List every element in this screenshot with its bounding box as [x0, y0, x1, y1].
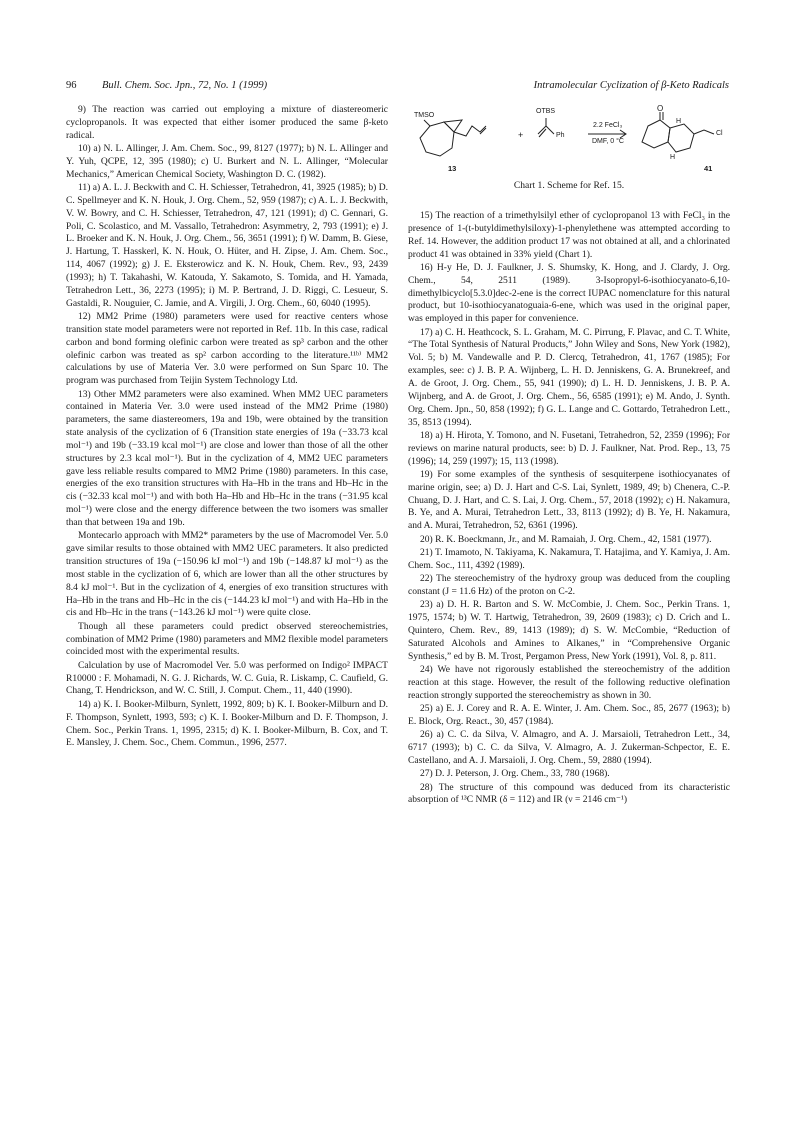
- plus-sign: +: [518, 130, 524, 140]
- chart-1-scheme: [408, 104, 730, 208]
- note-22: 22) The stereochemistry of the hydroxy group was deduced from the coupling constant (J = 11.6 Hz) of the proton on C-2.: [408, 573, 730, 597]
- note-13-summary: Though all these parameters could predict observed stereochemistries, combination of MM2 Prime (1980) parameters and MM2 flexible model parameters coincided most with the experimental results.: [66, 620, 388, 658]
- note-12: 12) MM2 Prime (1980) parameters were used for reactive centers whose transition state model parameters were not reported in Ref. 11b. In this case, radical carbon and bond forming olefinic carbon were treated as sp³ carbon and the other olefinic carbon was treated as sp² carbon according to the literature.¹¹ᵇ⁾ MM2 calculations by use of Materia Ver. 3.0 were performed on Sun Sparc 10. The program was purchased from Teijin System Technology Ltd.: [66, 311, 388, 387]
- journal-citation: Bull. Chem. Soc. Jpn., 72, No. 1 (1999): [102, 80, 268, 91]
- note-26: 26) a) C. C. da Silva, V. Almagro, and A. J. Marsaioli, Tetrahedron Lett., 34, 6717 (1993); b) C. C. da Silva, V. Almagro, A. J. Zukerman-Schpector, E. E. Castellano, and A. J. Marsaioli, J. Org. Chem., 59, 2880 (1994).: [408, 729, 730, 766]
- note-17: 17) a) C. H. Heathcock, S. L. Graham, M. C. Pirrung, F. Plavac, and C. T. White, “The Total Synthesis of Natural Products,” John Wiley and Sons, New York (1982), Vol. 5; b) M. Vandewalle and P. D. Clercq, Tetrahedron, 41, 1767 (1985); For examples, see: c) J. B. P. A. Wijnberg, L. H. D. Jenniskens, G. A. Brunekreef, and A. de Groot, J. Org. Chem., 55, 941 (1990); d) L. H. D. Jenniskens, J. B. P. A. Wijnberg, and A. de Groot, J. Org. Chem., 56, 6585 (1991); e) M. Ando, J. Synth. Org. Chem. Jpn., 50, 858 (1992); f) G. L. Lange and C. Gottardo, Tetrahedron Lett., 35, 8513 (1994).: [408, 326, 730, 428]
- running-title: Intramolecular Cyclization of β-Keto Radicals: [533, 80, 729, 91]
- note-14: 14) a) K. I. Booker-Milburn, Synlett, 1992, 809; b) K. I. Booker-Milburn and D. F. Thompson, Synlett, 1993, 593; c) K. I. Booker-Milburn and D. F. Thompson, J. Chem. Soc., Perkin Trans. 1, 1995, 2315; d) K. I. Booker-Milburn, B. Cox, and T. E. Mansley, J. Chem. Soc., Chem. Commun., 1996, 2577.: [66, 698, 388, 749]
- h-bottom-label: H: [670, 154, 676, 161]
- reagent-fecl3: 2.2 FeCl₃: [593, 122, 623, 129]
- otbs-label: OTBS: [536, 108, 556, 115]
- note-11: 11) a) A. L. J. Beckwith and C. H. Schiesser, Tetrahedron, 41, 3925 (1985); b) D. C. Spellmeyer and K. N. Houk, J. Org. Chem., 52, 959 (1987); c) A. L. J. Beckwith, V. W. Bowry, and C. H. Schiesser, Tetrahedron, 47, 121 (1991); d) C. Gennari, G. Poli, C. Scolastico, and M. Vassallo, Tetrahedron: Asymmetry, 2, 793 (1991); e) J. L. Broeker and K. N. Houk, J. Org. Chem., 56, 3651 (1991); f) W. Damm, B. Giese, J. Hartung, T. Hasskerl, K. N. Houk, O. Hüter, and H. Zipse, J. Am. Chem. Soc., 114, 4067 (1992); g) J. E. Eksterowicz and K. N. Houk, Chem. Rev., 93, 2439 (1993); h) T. Takahashi, W. Katouda, Y. Sakamoto, S. Tomida, and H. Yamada, Tetrahedron Lett., 36, 2273 (1995); i) M. P. Bertrand, J. D. Riggi, C. Lesueur, S. Gastaldi, R. Nouguier, C. Jamie, and A. Virgili, J. Org. Chem., 60, 6040 (1995).: [66, 182, 388, 309]
- cyclopentanone-ring: [642, 120, 670, 148]
- note-28: 28) The structure of this compound was deduced from its characteristic absorption of ¹³C NMR (δ = 112) and IR (ν = 2146 cm⁻¹): [408, 781, 730, 806]
- note-24: 24) We have not rigorously established the stereochemistry of the addition reaction at this stage. However, the result of the following reductive olefination reaction strongly supported the stereochemistry as shown in 30.: [408, 664, 730, 701]
- note-18: 18) a) H. Hirota, Y. Tomono, and N. Fusetani, Tetrahedron, 52, 2359 (1996); For reviews on marine natural products, see: b) D. J. Faulkner, Nat. Prod. Rep., 13, 75 (1996); 14, 259 (1997); 15, 113 (1998).: [408, 429, 730, 467]
- note-13-montecarlo: Montecarlo approach with MM2* parameters by the use of Macromodel Ver. 5.0 gave similar results to those obtained with MM2 UEC parameters. It also predicted transition structures of 19a (−150.96 kJ mol⁻¹) and 19b (−148.87 kJ mol⁻¹) as the most stable in the cyclization of 6, which are lower than all the other structures by 8.4 kJ mol⁻¹. But in the cyclization of 4, energies of exo transition structures with Ha–Hb in the trans and Hb–Hc in the cis (−144.23 kJ mol⁻¹) and with Ha–Hb in the cis and Hb–Hc in the trans (−143.26 kJ mol⁻¹) were quite close.: [66, 530, 388, 619]
- page-number: 96: [66, 80, 77, 91]
- ph-label: Ph: [556, 132, 565, 139]
- compound-41-label: 41: [704, 164, 713, 173]
- allyl-chain: [454, 126, 486, 136]
- right-column: [408, 210, 730, 808]
- note-10: 10) a) N. L. Allinger, J. Am. Chem. Soc., 99, 8127 (1977); b) N. L. Allinger and Y. Yuh, QCPE, 12, 395 (1980); c) U. Burkert and N. L. Allinger, “Molecular Mechanics,” American Chemical Society, Washington D. C. (1982).: [66, 143, 388, 180]
- h-top-label: H: [676, 118, 682, 125]
- note-23: 23) a) D. H. R. Barton and S. W. McCombie, J. Chem. Soc., Perkin Trans. 1, 1975, 1574; b) W. T. Hartwig, Tetrahedron, 39, 2609 (1983); c) D. Crich and L. Quintero, Chem. Rev., 89, 1413 (1989); d) S. W. McCombie, “Reduction of Saturated Alcohols and Amines to Alkanes,” in “Comprehensive Organic Synthesis,” ed by B. M. Trost, Pergamon Press, New York (1991), Vol. 8, p. 811.: [408, 599, 730, 662]
- note-13-calculation: Calculation by use of Macromodel Ver. 5.0 was performed on Indigo² IMPACT R10000 : F. Mohamadi, N. G. J. Richards, W. C. Guia, R. Liskamp, C. Caufield, G. Chang, T. Hendrickson, and W. C. Still, J. Comput. Chem., 11, 440 (1990).: [66, 659, 388, 697]
- left-column: [66, 104, 388, 751]
- fused-ring: [668, 124, 694, 152]
- note-21: 21) T. Imamoto, N. Takiyama, K. Nakamura, T. Hatajima, and Y. Kamiya, J. Am. Chem. Soc., 111, 4392 (1989).: [408, 546, 730, 571]
- reagent-conditions: DMF, 0 °C: [592, 138, 624, 145]
- note-15: 15) The reaction of a trimethylsilyl ether of cyclopropanol 13 with FeCl₃ in the presence of 1-(t-butyldimethylsiloxy)-1-phenylethene was attempted according to Ref. 14. However, the addition product 17 was not obtained at all, and a chlorinated product 41 was obtained in 33% yield (Chart 1).: [408, 210, 730, 260]
- note-27: 27) D. J. Peterson, J. Org. Chem., 33, 780 (1968).: [420, 768, 610, 780]
- ketone-o-label: O: [657, 104, 664, 113]
- note-19: 19) For some examples of the synthesis of sesquiterpene isothiocyanates of marine origin, see; a) D. J. Hart and C-S. Lai, Synlett, 1989, 49; b) Chenera, C.-P. Chuang, D. J. Hart, and C. S. Lai, J. Org. Chem., 57, 2018 (1992); c) H. Nakamura, B. Ye, and A. Murai, Tetrahedron Lett., 33, 8113 (1992); d) B. Ye, H. Nakamura, and A. Murai, Tetrahedron, 52, 6361 (1996).: [408, 468, 730, 532]
- cyclopropane-ring: [444, 120, 462, 132]
- cl-label: Cl: [716, 130, 723, 137]
- chart-caption: Chart 1. Scheme for Ref. 15.: [513, 180, 625, 191]
- note-9: 9) The reaction was carried out employing a mixture of diastereomeric cyclopropanols. It was expected that either isomer produced the same β-keto radical.: [66, 104, 388, 141]
- running-header: [66, 80, 729, 94]
- note-25: 25) a) E. J. Corey and R. A. E. Winter, J. Am. Chem. Soc., 85, 2677 (1963); b) E. Block, Org. React., 30, 457 (1984).: [408, 703, 730, 727]
- note-20: 20) R. K. Boeckmann, Jr., and M. Ramaiah, J. Org. Chem., 42, 1581 (1977).: [420, 533, 712, 545]
- note-16: 16) H-y He, D. J. Faulkner, J. S. Shumsky, K. Hong, and J. Clardy, J. Org. Chem., 54, 2511 (1989). 3-Isopropyl-6-isothiocyanato-6,10-dimethylbicyclo[5.3.0]dec-2-ene is the correct IUPAC nomenclature for this natural product, but 10-isothiocyanatoguaia-6-ene, which was used in the original paper, was employed in this paper for convenience.: [408, 261, 730, 325]
- note-13: 13) Other MM2 parameters were also examined. When MM2 UEC parameters contained in Materia Ver. 3.0 were used instead of the MM2 Prime (1980) parameters, the same diastereomers, 19a and 19b, were obtained by the transition state analysis of the cyclization of 6 (Transition state energies of 19a (−33.73 kcal mol⁻¹) and 19b (−33.19 kcal mol⁻¹) are close and lower than those of all the other structures by 2.3 kcal mol⁻¹). But in the cyclization of 4, MM2 UEC parameters gave less reliable results compared to MM2 Prime (1980) parameters. In this case, energies of the exo transition structures with Ha–Hb in the trans and Hb–Hc in the cis (−32.33 kcal mol⁻¹) and with both Ha–Hb and Hb–Hc in the trans (−31.95 kcal mol⁻¹) were close and the energy difference between the two isomers was smaller than that between 19a and 19b.: [66, 388, 388, 528]
- enol-ether-skeleton: [538, 126, 554, 134]
- tmso-label: TMSO: [414, 112, 435, 119]
- compound-13-label: 13: [448, 164, 457, 173]
